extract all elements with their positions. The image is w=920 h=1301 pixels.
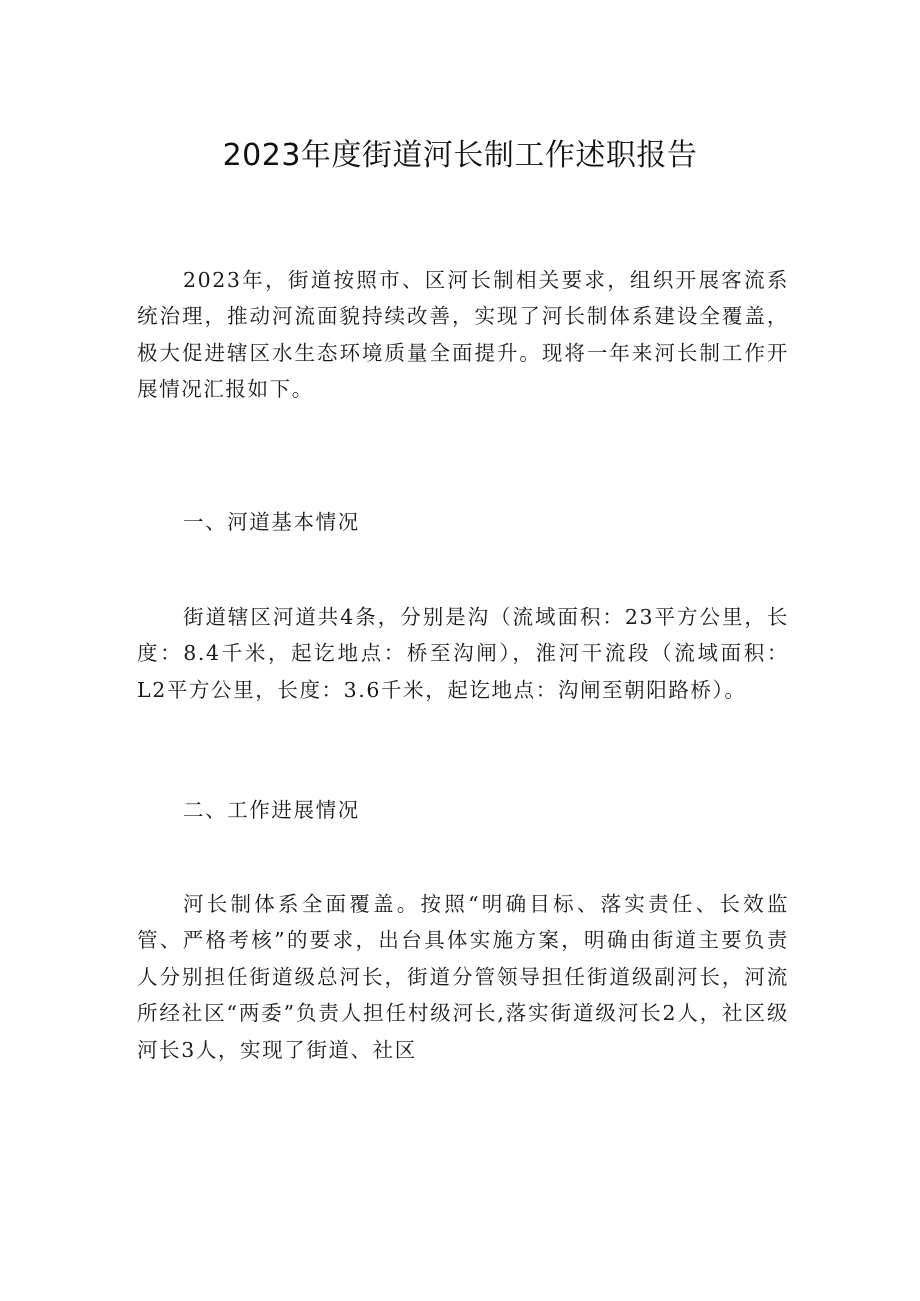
work-progress-paragraph: 河长制体系全面覆盖。按照“明确目标、落实责任、长效监管、严格考核”的要求，出台具体实施方案，明确由街道主要负责人分别担任街道级总河长，街道分管领导担任街道级副河长，河流所经社区“两委”负责人担任村级河长,落实街道级河长2人，社区级河长3人，实现了街道、社区 [137, 892, 789, 1062]
intro-paragraph: 2023年，街道按照市、区河长制相关要求，组织开展客流系统治理，推动河流面貌持续改善，实现了河长制体系建设全覆盖，极大促进辖区水生态环境质量全面提升。现将一年来河长制工作开展情况汇报如下。 [137, 268, 789, 402]
river-overview-paragraph: 街道辖区河道共4条，分别是沟（流域面积：23平方公里，长度：8.4千米，起讫地点：桥至沟闸），淮河干流段（流域面积：L2平方公里，长度：3.6千米，起讫地点：沟闸至朝阳路桥）。 [137, 605, 789, 702]
document-title: 2023年度街道河长制工作述职报告 [222, 138, 698, 173]
section-heading-work-progress: 二、工作进展情况 [183, 798, 360, 822]
section-heading-river-overview: 一、河道基本情况 [183, 510, 360, 534]
